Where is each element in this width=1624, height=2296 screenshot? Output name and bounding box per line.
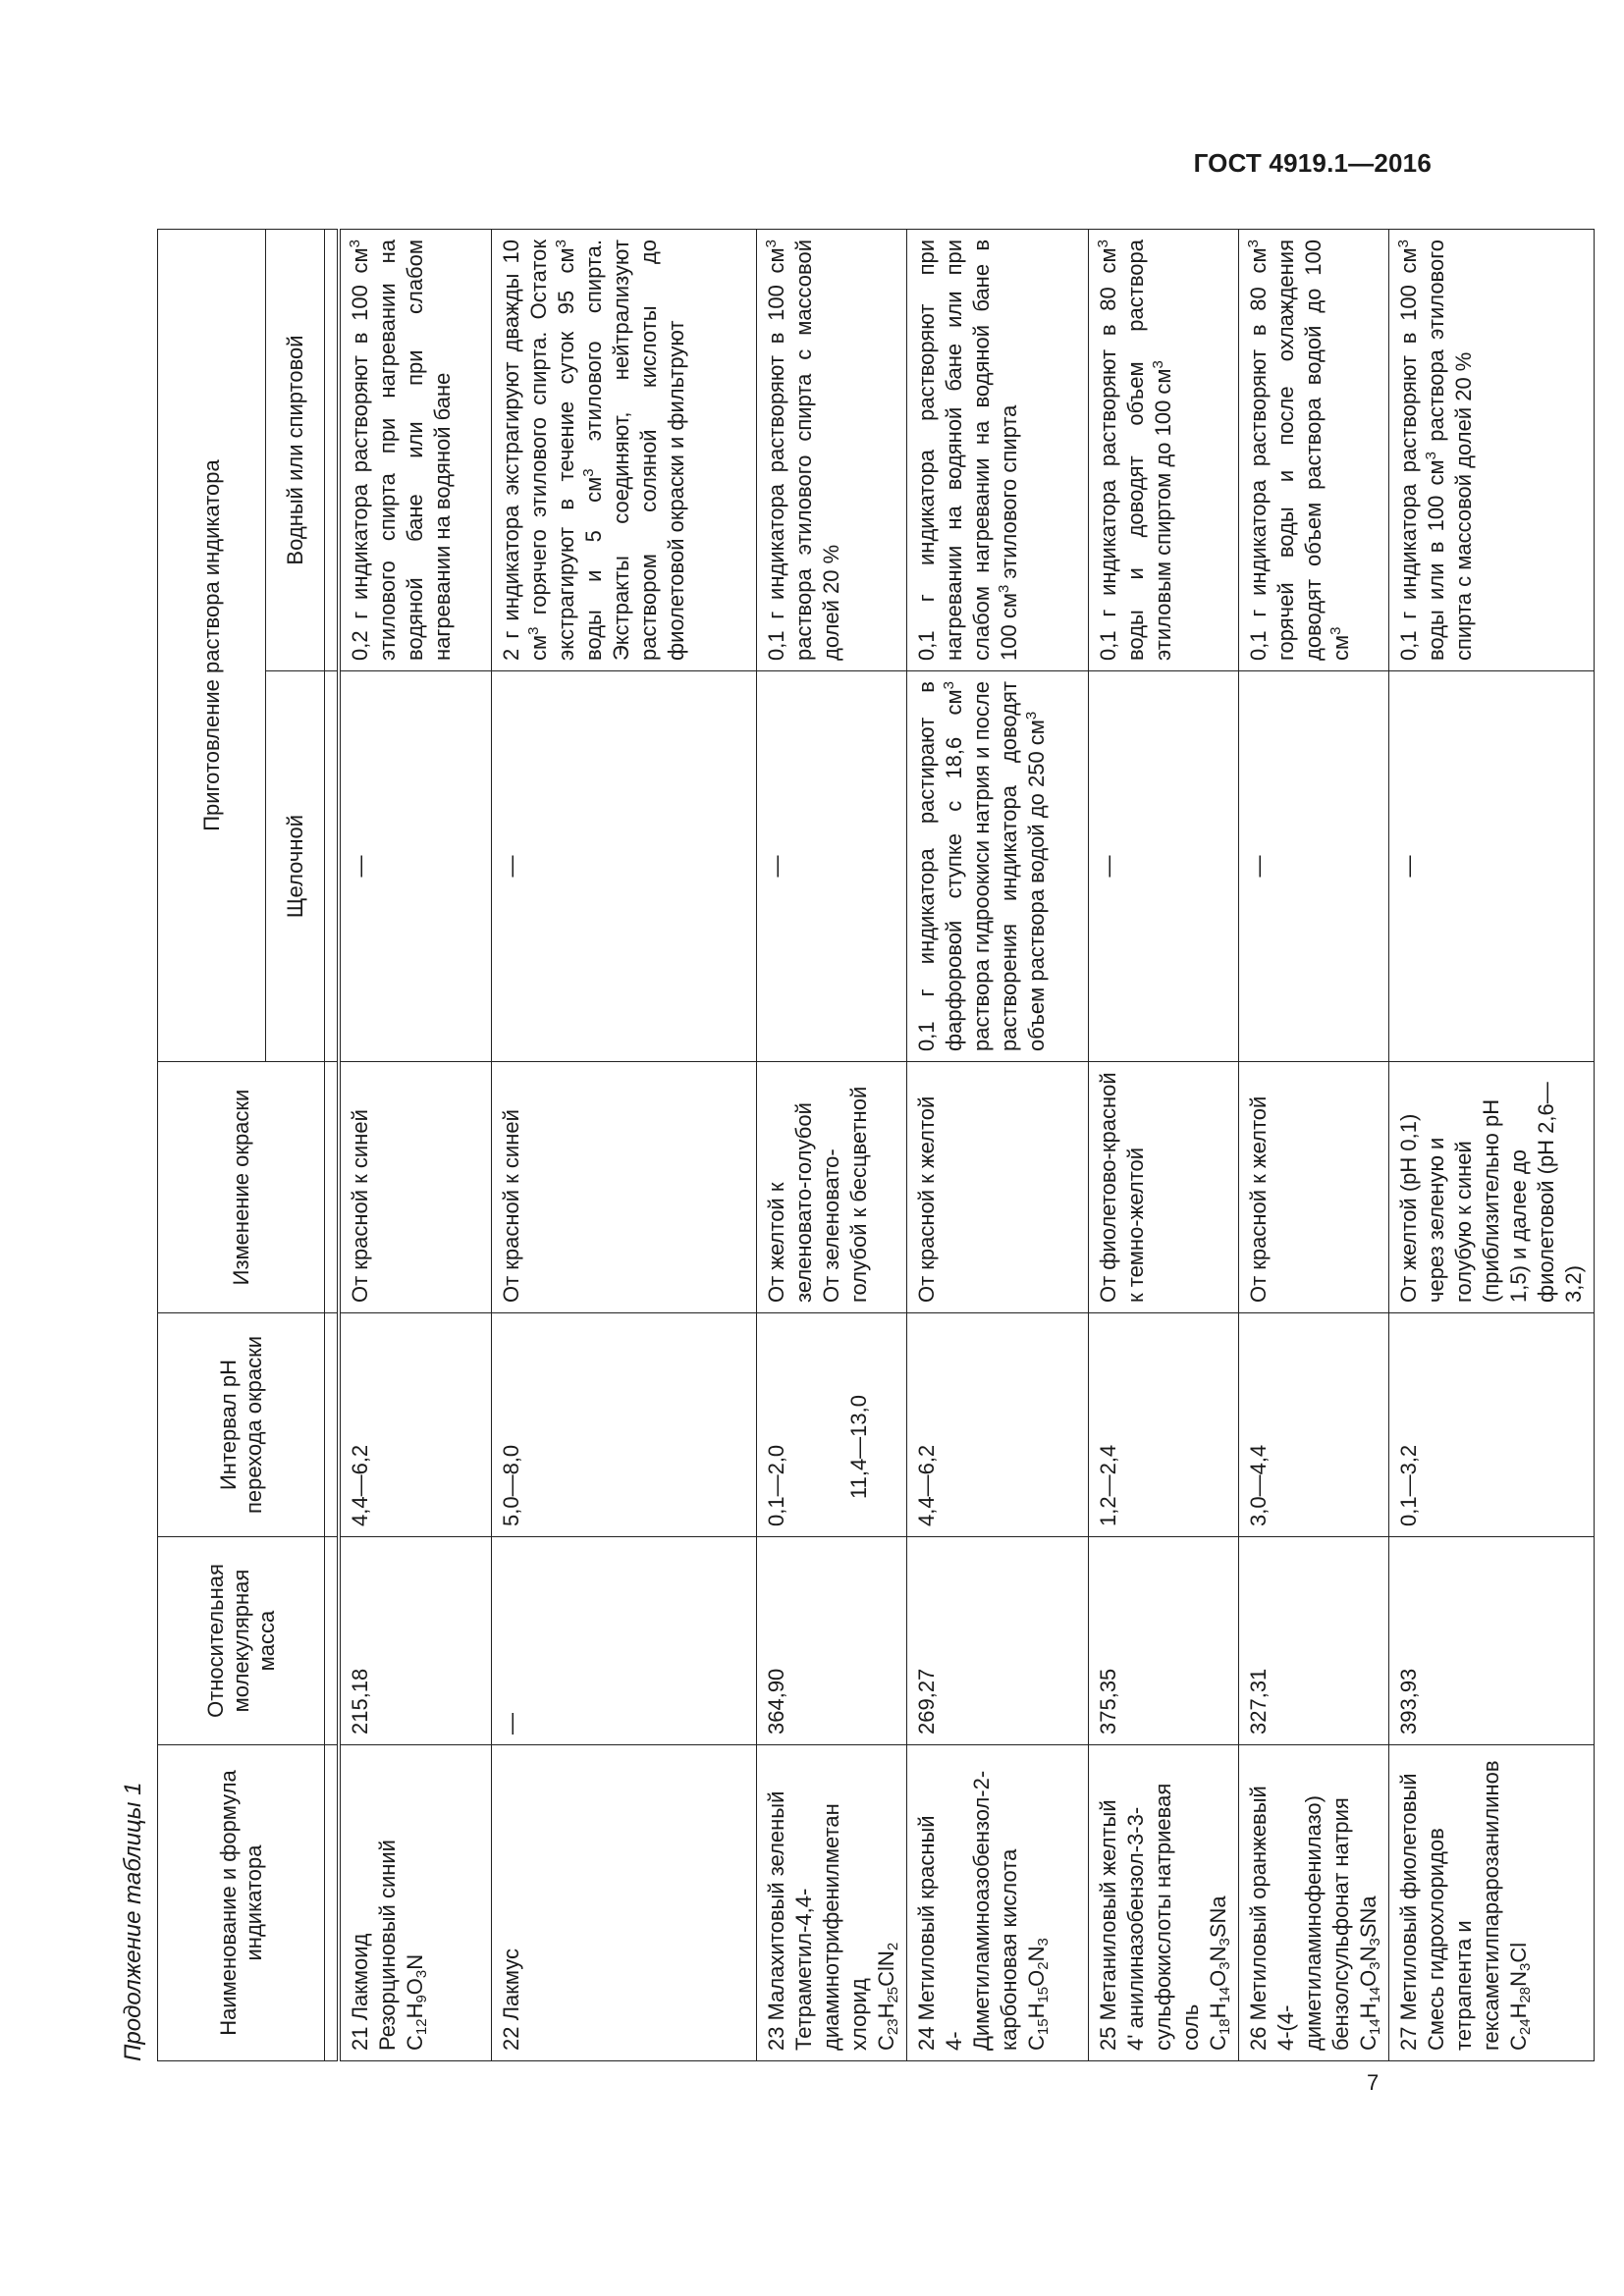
indicator-name-line: 24 Метиловый красный	[913, 1815, 939, 2051]
superscript: 3	[995, 584, 1012, 594]
chemical-formula	[873, 1755, 900, 2051]
table-row	[756, 229, 906, 2060]
formula-subscript: 2	[1034, 1961, 1052, 1970]
ph-interval-value: 4,4—6,2	[913, 1444, 939, 1526]
ph-interval-value: 1,2—2,4	[1095, 1444, 1120, 1526]
color-change-cell: От красной к синей	[491, 1062, 756, 1313]
superscript: 3	[762, 239, 780, 248]
molecular-mass-cell: 327,31	[1238, 1537, 1388, 1745]
formula-subscript: 3	[1216, 1938, 1233, 1947]
alkaline-preparation-cell: —	[339, 671, 491, 1062]
indicator-name-line: 4-Диметиламиноазобензол-2-карбоновая кислота	[941, 1770, 1021, 2051]
table-body	[339, 229, 1594, 2060]
formula-element: SNa	[1205, 1896, 1230, 1939]
formula-element: ClN	[873, 1950, 898, 1987]
alkaline-preparation-cell: 0,1 г индикатора растирают в фарфоровой ступке с 18,6 $см^3$ раствора гидроокиси натрия и после растворения индикатора доводят объем раствора водой до 250 $см^3$	[906, 671, 1088, 1062]
table-continuation-caption: Продолжение таблицы 1	[120, 1782, 146, 2061]
superscript: 3	[552, 239, 569, 248]
molecular-mass-cell: 215,18	[339, 1537, 491, 1745]
superscript: 3	[1326, 626, 1344, 635]
formula-element: H	[1355, 2002, 1380, 2019]
superscript: 3	[1022, 711, 1040, 721]
color-change-cell: От красной к желтой	[906, 1062, 1088, 1313]
indicator-name-line: 22 Лакмус	[498, 1948, 523, 2051]
superscript: 3	[940, 681, 957, 690]
table-row	[1388, 229, 1594, 2060]
formula-element: C	[1023, 2035, 1049, 2051]
molecular-mass-cell: 375,35	[1088, 1537, 1238, 1745]
superscript: 3	[524, 626, 542, 635]
formula-element: C	[403, 2035, 427, 2051]
formula-subscript: 23	[884, 2018, 901, 2036]
formula-element: C	[1505, 2035, 1531, 2051]
table-row	[491, 229, 756, 2060]
formula-subscript: 3	[1516, 1962, 1534, 1971]
indicator-name-line: 21 Лакмоид	[348, 1933, 372, 2051]
indicator-name-line: 25 Метаниловый желтый	[1095, 1799, 1120, 2051]
header-mass: Относительная молекулярная масса	[158, 1537, 325, 1745]
formula-element: H	[1505, 2002, 1531, 2019]
ph-interval-cell	[491, 1313, 756, 1537]
aqueous-preparation-cell: 0,1 г индикатора растворяют при нагревании на водяной бане или при слабом нагревании на водяной бане в 100 $см^3$ этилового спирта	[906, 229, 1088, 670]
superscript: 3	[1094, 239, 1111, 248]
formula-subscript: 3	[1034, 1938, 1052, 1947]
formula-subscript: 15	[1034, 1986, 1052, 2003]
formula-element: Cl	[1505, 1942, 1531, 1963]
formula-subscript: 2	[884, 1942, 901, 1951]
formula-element: O	[1023, 1969, 1049, 1987]
formula-element: O	[1205, 1969, 1230, 1987]
ph-interval-value: 4,4—6,2	[348, 1444, 372, 1526]
formula-element: N	[403, 1953, 427, 1970]
formula-subscript: 18	[1216, 2018, 1233, 2036]
indicator-name-line: 4' анилиназобензол-3-3-сульфокислоты натриевая соль	[1122, 1783, 1203, 2051]
formula-element: O	[1355, 1969, 1380, 1987]
indicator-name-cell	[1238, 1745, 1388, 2061]
page-number: 7	[1367, 2070, 1380, 2095]
formula-subscript: 3	[413, 1969, 430, 1979]
formula-subscript: 14	[1366, 1986, 1383, 2003]
chemical-formula	[1205, 1755, 1232, 2051]
formula-subscript: 3	[1366, 1938, 1383, 1947]
table-row	[906, 229, 1088, 2060]
indicator-name-cell	[906, 1745, 1088, 2061]
ph-interval-cell	[1088, 1313, 1238, 1537]
formula-subscript: 3	[1366, 1961, 1383, 1970]
indicator-name-line: Резорциновый синий	[375, 1840, 400, 2051]
ph-interval-cell	[906, 1313, 1088, 1537]
aqueous-preparation-cell: 0,2 г индикатора растворяют в 100 $см^3$ этилового спирта при нагревании на водяной бане или при слабом нагревании на водяной бане	[339, 229, 491, 670]
aqueous-preparation-cell: 0,1 г индикатора растворяют в 80 $см^3$ горячей воды и после охлаждения доводят объем раствора водой до 100 $см^3$	[1238, 229, 1388, 670]
aqueous-preparation-cell: 2 г индикатора экстрагируют дважды 10 $см^3$ горячего этилового спирта. Остаток экстрагируют в течение суток 95 $см^3$ воды и 5 $см^3$ этилового спирта. Экстракты соединяют, нейтрализуют раствором соляной кислоты до фиолетовой окраски и фильтруют	[491, 229, 756, 670]
aqueous-preparation-cell: 0,1 г индикатора растворяют в 80 $см^3$ воды и доводят объем раствора этиловым спиртом до 100 $см^3$	[1088, 229, 1238, 670]
ph-interval-cell	[1388, 1313, 1594, 1537]
table-row	[1088, 229, 1238, 2060]
chemical-formula	[1023, 1755, 1051, 2051]
formula-element: N	[1355, 1946, 1380, 1962]
standard-designation: ГОСТ 4919.1—2016	[1193, 148, 1432, 178]
color-change-cell: От желтой к зеленовато-голубой От зеленовато-голубой к бесцветной	[756, 1062, 906, 1313]
indicator-name-cell	[756, 1745, 906, 2061]
formula-element: N	[1205, 1946, 1230, 1962]
formula-element: C	[873, 2035, 898, 2051]
superscript: 3	[347, 239, 363, 248]
chemical-formula	[1505, 1755, 1533, 2051]
formula-subscript: 3	[1216, 1961, 1233, 1970]
color-change-cell: От желтой (pH 0,1) через зеленую и голубую к синей (приблизительно pH 1,5) и далее до фиолетовой (pH 2,6—3,2)	[1388, 1062, 1594, 1313]
formula-subscript: 14	[1216, 1986, 1233, 2003]
chemical-formula	[402, 1755, 429, 2051]
header-alkaline: Щелочной	[266, 671, 325, 1062]
ph-interval-value: 3,0—4,4	[1245, 1444, 1271, 1526]
superscript: 3	[1244, 239, 1262, 248]
superscript: 3	[1394, 239, 1412, 248]
formula-element: SNa	[1355, 1896, 1380, 1939]
aqueous-preparation-cell: 0,1 г индикатора растворяют в 100 $см^3$ воды или в 100 $см^3$ раствора этилового спирта с массовой долей 20 %	[1388, 229, 1594, 670]
indicator-table	[157, 229, 1595, 2061]
ph-interval-value: 0,1—2,0	[763, 1444, 788, 1526]
alkaline-preparation-cell: —	[1088, 671, 1238, 1062]
ph-interval-cell	[1238, 1313, 1388, 1537]
header-aqueous: Водный или спиртовой	[266, 229, 325, 670]
formula-element: H	[403, 2002, 427, 2019]
formula-element: H	[1023, 2002, 1049, 2019]
formula-element: N	[1023, 1946, 1049, 1962]
ph-interval-value: 5,0—8,0	[498, 1444, 523, 1526]
aqueous-preparation-cell: 0,1 г индикатора растворяют в 100 $см^3$ раствора этилового спирта с массовой долей 20 %	[756, 229, 906, 670]
formula-subscript: 12	[413, 2018, 430, 2036]
rotated-table-block	[104, 230, 1586, 2061]
color-change-cell: От красной к синей	[339, 1062, 491, 1313]
indicator-name-line: Смесь гидрохлоридов тетрапента и гексаметилпарарозанилинов	[1423, 1760, 1503, 2051]
formula-subscript: 24	[1516, 2018, 1534, 2036]
indicator-name-cell	[339, 1745, 491, 2061]
formula-element: C	[1355, 2035, 1380, 2051]
indicator-name-line: Тетраметил-4,4-диаминотрифенилметан хлорид	[790, 1803, 871, 2051]
molecular-mass-cell: 269,27	[906, 1537, 1088, 1745]
formula-subscript: 28	[1516, 1986, 1534, 2003]
molecular-mass-cell: —	[491, 1537, 756, 1745]
formula-element: H	[873, 2002, 898, 2019]
superscript: 3	[579, 468, 597, 477]
formula-subscript: 25	[884, 1986, 901, 2003]
formula-element: N	[1505, 1970, 1531, 1987]
molecular-mass-cell: 364,90	[756, 1537, 906, 1745]
formula-element: H	[1205, 2002, 1230, 2019]
ph-interval-value: 0,1—3,2	[1395, 1444, 1421, 1526]
color-change-cell: От фиолетово-красной к темно-желтой	[1088, 1062, 1238, 1313]
header-name: Наименование и формула индикатора	[158, 1745, 325, 2061]
table-row	[1238, 229, 1388, 2060]
alkaline-preparation-cell: —	[491, 671, 756, 1062]
indicator-name-line: 4-(4-диметиламинофенилазо) бензолсульфонат натрия	[1272, 1795, 1353, 2051]
formula-subscript: 9	[413, 1995, 430, 2003]
indicator-name-line: 26 Метиловый оранжевый	[1245, 1786, 1271, 2051]
formula-subscript: 15	[1034, 2018, 1052, 2036]
header-preparation: Приготовление раствора индикатора	[158, 229, 266, 1061]
indicator-name-line: 27 Метиловый фиолетовый	[1395, 1773, 1421, 2051]
indicator-name-line: 23 Малахитовый зеленый	[763, 1790, 788, 2051]
indicator-name-cell	[1388, 1745, 1594, 2061]
formula-subscript: 14	[1366, 2018, 1383, 2036]
ph-interval-value: 11,4—13,0	[845, 1394, 871, 1499]
formula-element: O	[403, 1978, 427, 1996]
alkaline-preparation-cell: —	[1388, 671, 1594, 1062]
indicator-name-cell	[491, 1745, 756, 2061]
indicator-name-cell	[1088, 1745, 1238, 2061]
ph-interval-cell	[339, 1313, 491, 1537]
molecular-mass-cell: 393,93	[1388, 1537, 1594, 1745]
superscript: 3	[1422, 452, 1439, 460]
table-row	[339, 229, 491, 2060]
header-change: Изменение окраски	[158, 1062, 325, 1313]
superscript: 3	[1149, 360, 1166, 369]
color-change-cell: От красной к желтой	[1238, 1062, 1388, 1313]
chemical-formula	[1355, 1755, 1382, 2051]
alkaline-preparation-cell: —	[1238, 671, 1388, 1062]
header-interval: Интервал pH перехода окраски	[158, 1313, 325, 1537]
alkaline-preparation-cell: —	[756, 671, 906, 1062]
formula-element: C	[1205, 2035, 1230, 2051]
ph-interval-cell	[756, 1313, 906, 1537]
